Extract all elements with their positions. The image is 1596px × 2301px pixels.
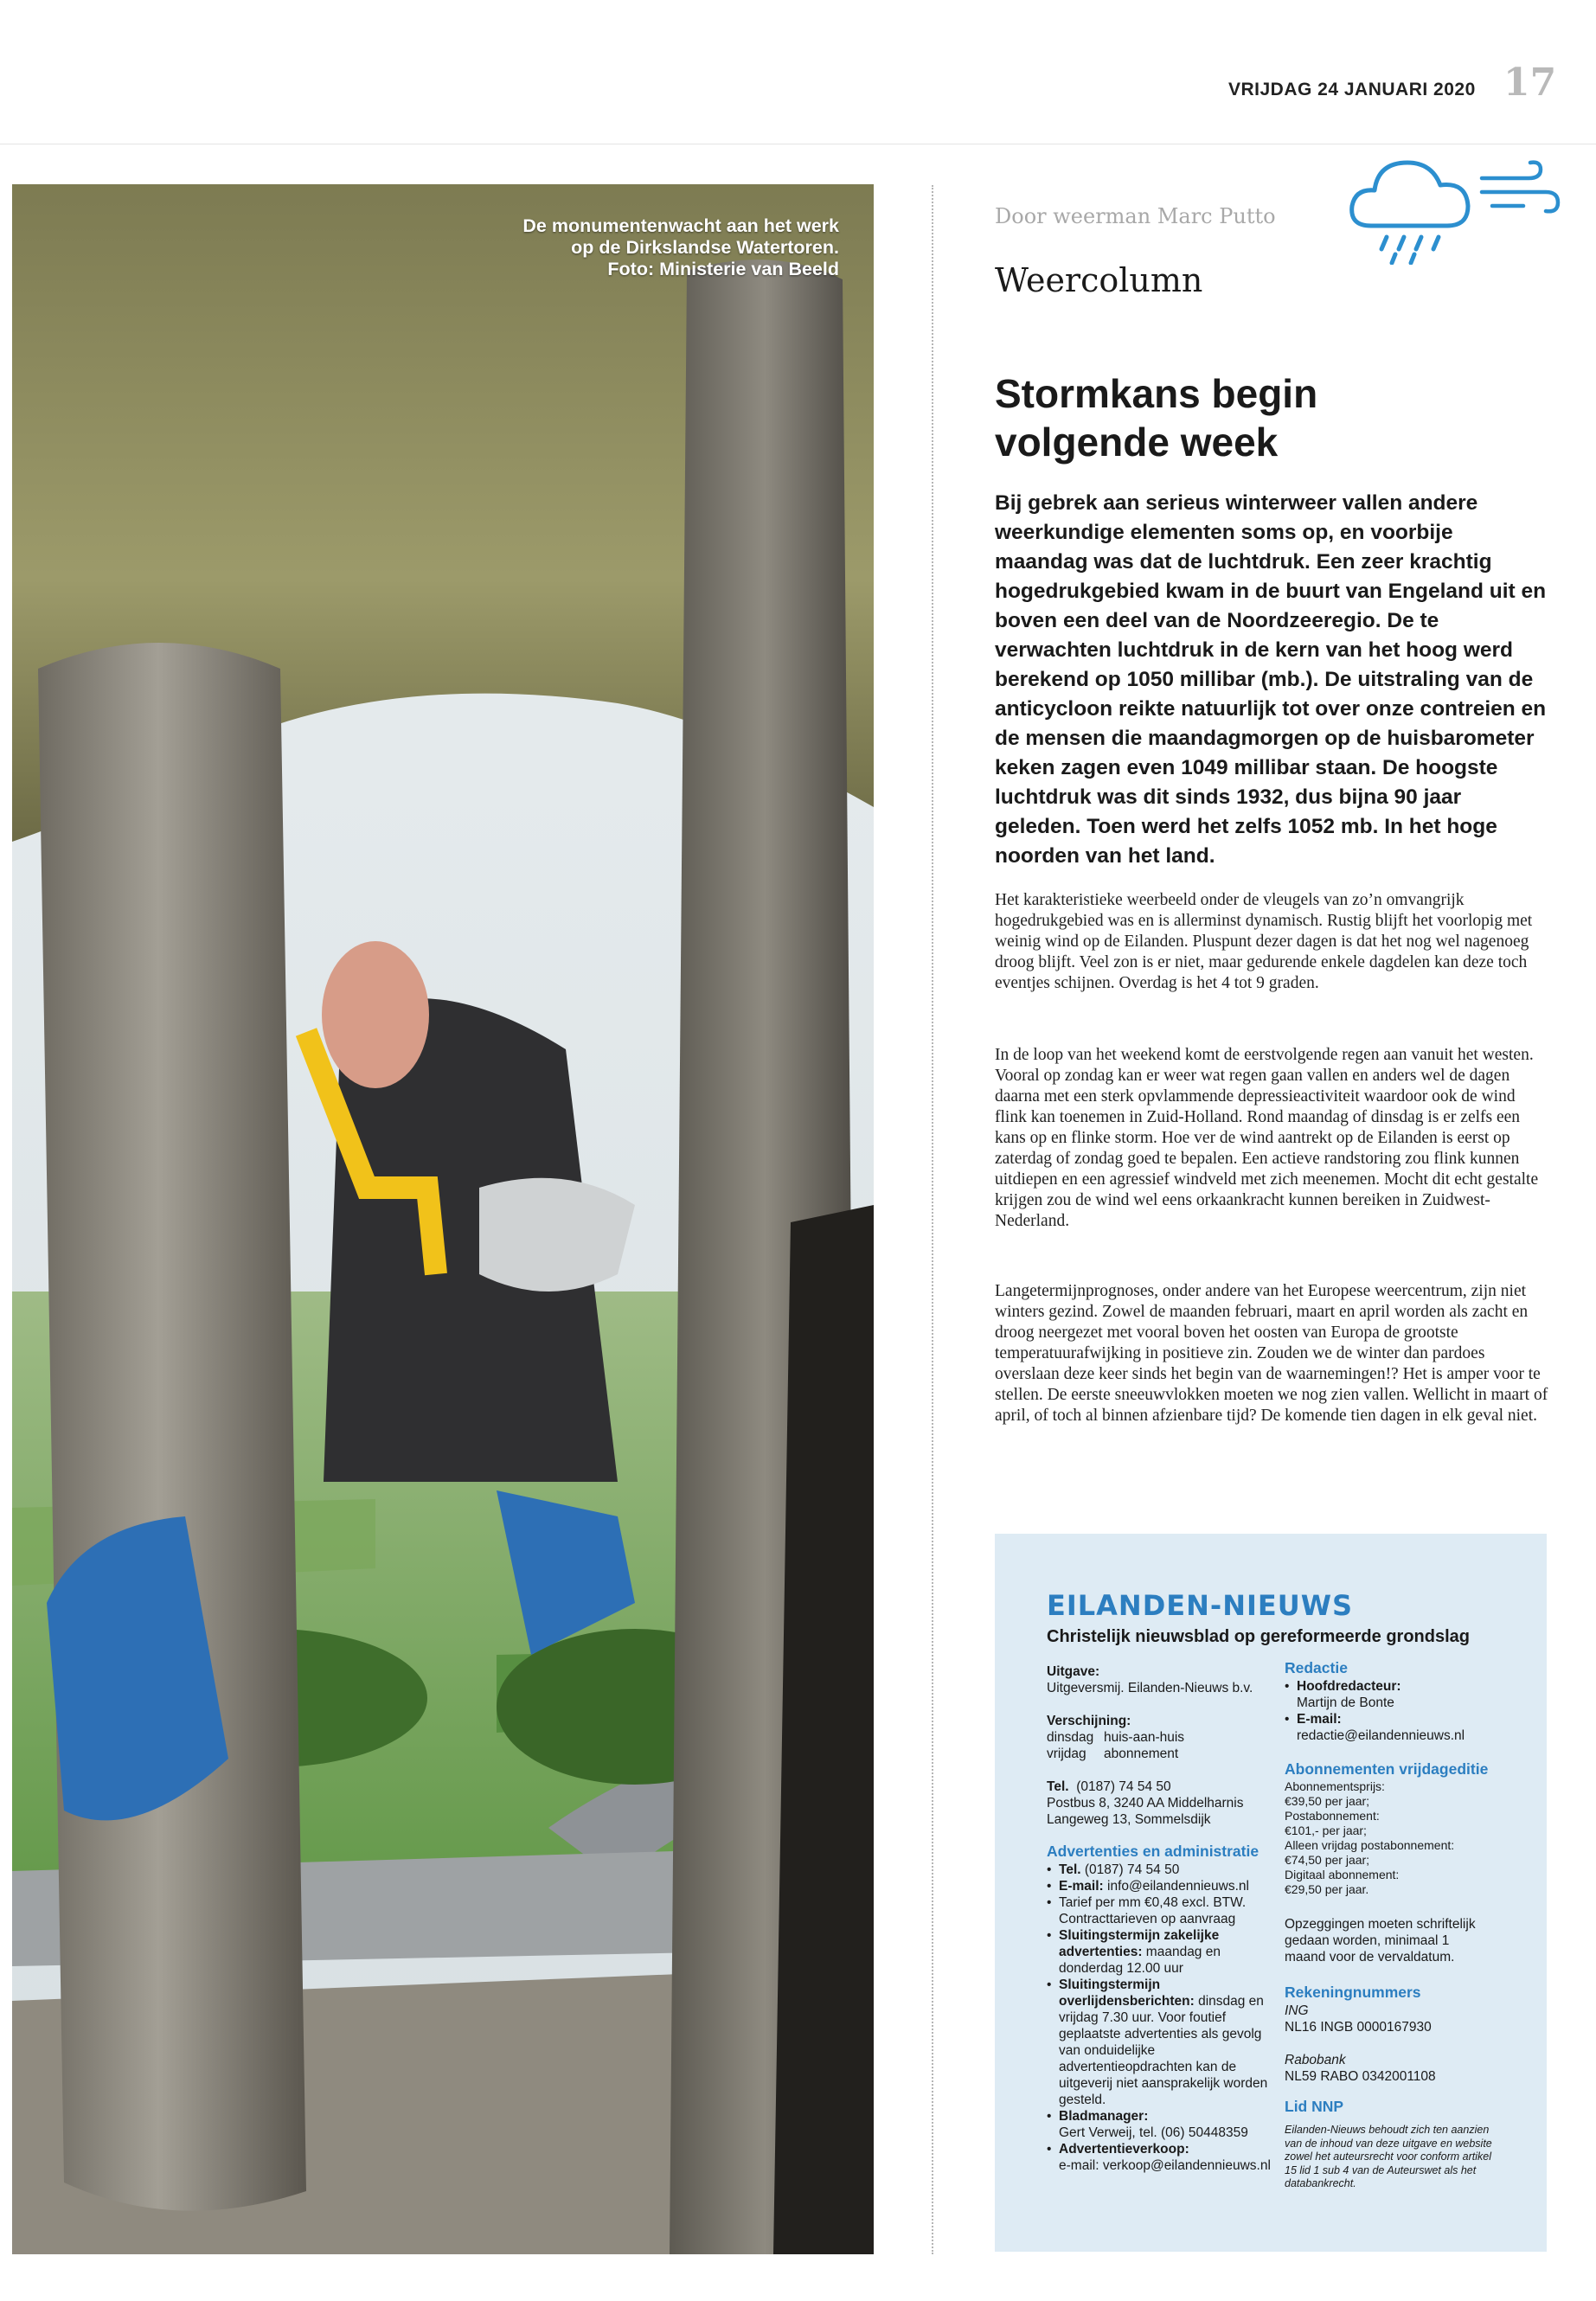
- column-divider: [932, 185, 933, 2254]
- article-paragraph: Langetermijnprognoses, onder andere van het Europese weercentrum, zijn niet winters gezind. Zowel de maanden februari, maart en april worden als zacht en droog neergezet met vooral boven het oosten van Europa de grootste temperatuurafwijking in positieve zin. Zouden we de winter dan pardoes overslaan deze keer sinds het begin van de waarnemingen!? Het is amper voor te stellen. De eerste sneeuwvlokken moeten we nog zien vallen. Wellicht in maart of april, of toch al binnen afzienbare tijd? De komende tien dagen in elk geval niet.: [995, 1282, 1548, 1425]
- verschijning-day: vrijdag: [1047, 1747, 1086, 1761]
- column-kicker: Weercolumn: [995, 261, 1203, 299]
- article-headline: [995, 369, 1531, 466]
- abonnementen-prices: Abonnementsprijs: €39,50 per jaar; Postabonnement: €101,- per jaar; Alleen vrijdag postabonnement: €74,50 per jaar; Digitaal abonnement: €29,50 per jaar.: [1285, 1779, 1455, 1896]
- article-paragraph: In de loop van het weekend komt de eerstvolgende regen aan vanuit het westen. Vooral op zondag kan er weer wat regen gaan vallen en anders wel de dagen daarna met een sterk opvlammende depressieactiviteit waardoor ook de wind flink kan toenemen in Zuid-Holland. Rond maandag of dinsdag is er zelfs een kans op en flinke storm. Hoe ver de wind aantrekt op de Eilanden is eerst op zaterdag of zondag goed te bepalen. Een actieve randstoring zou flink kunnen uitdiepen en een agressief windveld met zich meenemen. Mocht dit echt gestalte krijgen zou de wind wel eens orkaankracht kunnen bereiken in Zuidwest-Nederland.: [995, 1046, 1539, 1230]
- rabo-number: NL59 RABO 0342001108: [1285, 2069, 1436, 2084]
- issue-date: VRIJDAG 24 JANUARI 2020: [1228, 80, 1476, 99]
- cloud-rain-icon: [1345, 144, 1561, 265]
- headline-line-1: Stormkans begin: [995, 371, 1318, 416]
- newspaper-subtitle: Christelijk nieuwsblad op gereformeerde grondslag: [1047, 1627, 1470, 1646]
- address: Langeweg 13, Sommelsdijk: [1047, 1812, 1211, 1827]
- newspaper-logo: EILANDEN-NIEUWS: [1047, 1589, 1354, 1622]
- weather-icons: [1345, 144, 1561, 265]
- verschijning-type: abonnement: [1104, 1747, 1179, 1761]
- redactie-email: • E-mail: redactie@eilandennieuws.nl: [1285, 1712, 1465, 1743]
- abonnementen-heading: Abonnementen vrijdageditie: [1285, 1760, 1489, 1778]
- caption-line-3: Foto: Ministerie van Beeld: [607, 259, 839, 279]
- redactie-email-link[interactable]: redactie@eilandennieuws.nl: [1297, 1728, 1465, 1743]
- opzeggingen: Opzeggingen moeten schriftelijk gedaan worden, minimaal 1 maand voor de vervaldatum.: [1285, 1917, 1476, 1965]
- disclaimer: Eilanden-Nieuws behoudt zich ten aanzien van de inhoud van deze uitgave en website zowel het auteursrecht voor conform artikel 15 lid 1 sub 4 van de Auteurswet als het databankrecht.: [1285, 2124, 1492, 2189]
- caption-line-2: op de Dirkslandse Watertoren.: [571, 237, 839, 258]
- colophon-right-column: [1285, 1660, 1535, 2191]
- advertenties-heading: Advertenties en administratie: [1047, 1843, 1259, 1860]
- verschijning-label: Verschijning:: [1047, 1714, 1131, 1728]
- telephone: Tel. (0187) 74 54 50: [1047, 1779, 1171, 1794]
- headline-line-2: volgende week: [995, 420, 1279, 465]
- uitgave-label: Uitgave:: [1047, 1664, 1100, 1679]
- rekeningnummers-heading: Rekeningnummers: [1285, 1984, 1421, 2001]
- redactie-heading: Redactie: [1285, 1659, 1348, 1676]
- verschijning-type: huis-aan-huis: [1104, 1730, 1185, 1745]
- page-number: 17: [1503, 61, 1557, 105]
- adv-tarief: • Tarief per mm €0,48 excl. BTW. Contracttarieven op aanvraag: [1047, 1895, 1247, 1926]
- photo-caption: [389, 215, 839, 280]
- ing-label: ING: [1285, 2003, 1309, 2018]
- caption-line-1: De monumentenwacht aan het werk: [522, 215, 839, 236]
- verschijning-day: dinsdag: [1047, 1730, 1094, 1745]
- verschijning-row: [1047, 1746, 1280, 1762]
- wind-icon: [1482, 163, 1558, 212]
- watertower-photo-illustration: [12, 184, 874, 2254]
- nnp-heading: Lid NNP: [1285, 2098, 1344, 2115]
- adv-verkoop-email[interactable]: e-mail: verkoop@eilandennieuws.nl: [1059, 2158, 1271, 2173]
- hoofdredacteur: • Hoofdredacteur: Martijn de Bonte: [1285, 1679, 1401, 1710]
- adv-email: • E-mail: info@eilandennieuws.nl: [1047, 1879, 1249, 1894]
- ing-number: NL16 INGB 0000167930: [1285, 2020, 1432, 2035]
- verschijning-row: [1047, 1729, 1280, 1746]
- article-paragraph: Het karakteristieke weerbeeld onder de vleugels van zo’n omvangrijk hogedrukgebied was en is allerminst dynamisch. Rustig blijft het voorlopig met weinig wind op de Eilanden. Pluspunt dezer dagen is dat het nog wel nagenoeg droog blijft. Veel zon is er niet, maar gedurende enkele dagdelen kan deze toch eventjes schijnen. Overdag is het 4 tot 9 graden.: [995, 891, 1533, 992]
- adv-verkoop: • Advertentieverkoop: e-mail: verkoop@eilandennieuws.nl: [1047, 2142, 1271, 2173]
- postbus: Postbus 8, 3240 AA Middelharnis: [1047, 1796, 1244, 1811]
- byline: Door weerman Marc Putto: [995, 204, 1276, 228]
- article-lead: Bij gebrek aan serieus winterweer vallen andere weerkundige elementen soms op, en voorbije maandag was dat de luchtdruk. Een zeer krachtig hogedrukgebied kwam in de buurt van Engeland uit en boven een deel van de Noordzeeregio. De te verwachten luchtdruk in de kern van het hoog werd berekend op 1050 millibar (mb.). De uitstraling van de anticycloon reikte natuurlijk tot over onze contreien en de mensen die maandagmorgen op de huisbarometer keken zagen even 1049 millibar staan. De hoogste luchtdruk was dit sinds 1932, dus bijna 90 jaar geleden. Toen werd het zelfs 1052 mb. In het hoge noorden van het land.: [995, 491, 1547, 868]
- adv-email-link[interactable]: info@eilandennieuws.nl: [1107, 1879, 1249, 1894]
- uitgave-value: Uitgeversmij. Eilanden-Nieuws b.v.: [1047, 1681, 1253, 1695]
- colophon-left-column: [1047, 1663, 1280, 2174]
- adv-tel: • Tel. (0187) 74 54 50: [1047, 1862, 1180, 1877]
- adv-sluitingstermijn: • Sluitingstermijn zakelijke advertenties: maandag en donderdag 12.00 uur: [1047, 1928, 1221, 1976]
- feature-photo: [12, 184, 874, 2254]
- colophon-box: [995, 1534, 1547, 2252]
- adv-overlijdensberichten: • Sluitingstermijn overlijdensberichten: dinsdag en vrijdag 7.30 uur. Voor foutief geplaatste advertenties als gevolg van onduidelijke advertentieopdrachten kan de uitgeverij niet aansprakelijk worden gesteld.: [1047, 1977, 1268, 2107]
- adv-bladmanager: • Bladmanager: Gert Verweij, tel. (06) 50448359: [1047, 2109, 1248, 2140]
- rabo-label: Rabobank: [1285, 2053, 1346, 2067]
